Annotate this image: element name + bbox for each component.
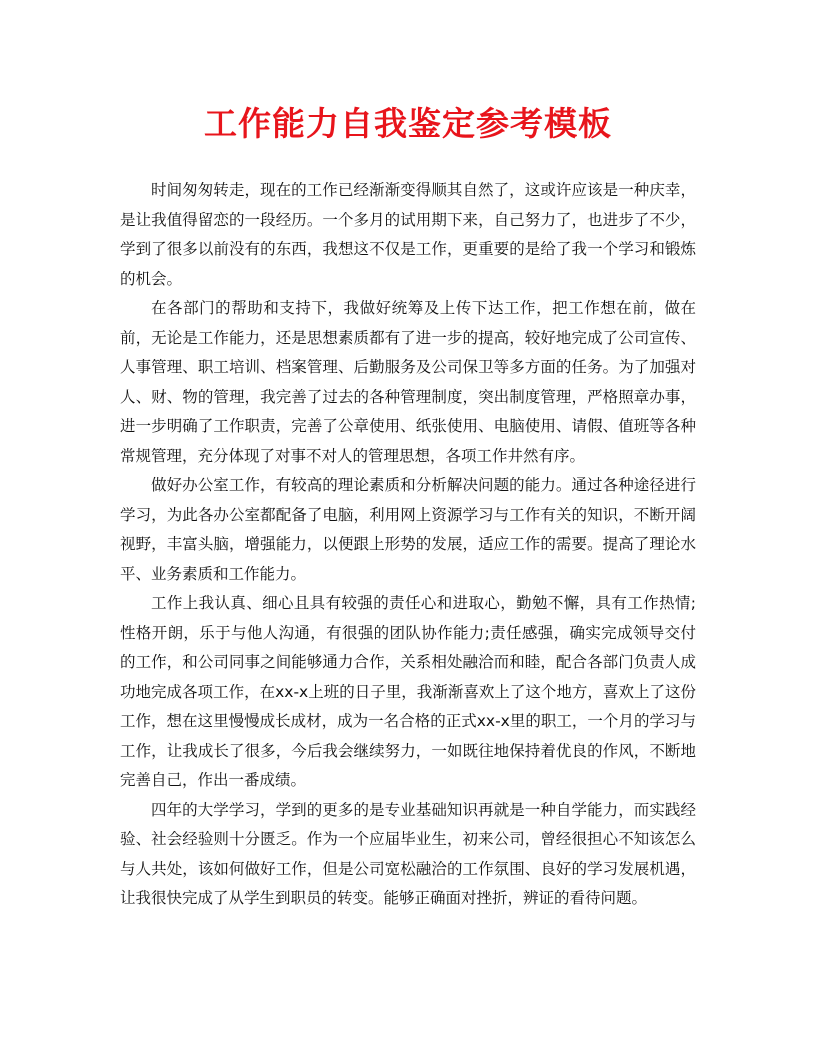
document-title: 工作能力自我鉴定参考模板 [204, 104, 612, 143]
paragraph-5: 四年的大学学习，学到的更多的是专业基础知识再就是一种自学能力，而实践经验、社会经验则十分匮乏。作为一个应届毕业生，初来公司，曾经很担心不知该怎么与人共处，该如何做好工作，但是公司宽松融洽的工作氛围、良好的学习发展机遇，让我很快完成了从学生到职员的转变。能够正确面对挫折，辨证的看待问题。 [120, 800, 696, 907]
paragraph-1: 时间匆匆转走，现在的工作已经渐渐变得顺其自然了，这或许应该是一种庆幸，是让我值得留恋的一段经历。一个多月的试用期下来，自己努力了，也进步了不少，学到了很多以前没有的东西，我想这不仅是工作，更重要的是给了我一个学习和锻炼的机会。 [120, 181, 696, 288]
paragraph-3: 做好办公室工作，有较高的理论素质和分析解决问题的能力。通过各种途径进行学习，为此各办公室都配备了电脑，利用网上资源学习与工作有关的知识，不断开阔视野，丰富头脑，增强能力，以便跟上形势的发展，适应工作的需要。提高了理论水平、业务素质和工作能力。 [120, 476, 696, 583]
document-body [120, 176, 696, 914]
paragraph-4: 工作上我认真、细心且具有较强的责任心和进取心，勤勉不懈，具有工作热情;性格开朗，乐于与他人沟通，有很强的团队协作能力;责任感强，确实完成领导交付的工作，和公司同事之间能够通力合作，关系相处融洽而和睦，配合各部门负责人成功地完成各项工作，在xx-x上班的日子里，我渐渐喜欢上了这个地方，喜欢上了这份工作，想在这里慢慢成长成材，成为一名合格的正式xx-x里的职工，一个月的学习与工作，让我成长了很多，今后我会继续努力，一如既往地保持着优良的作风，不断地完善自己，作出一番成绩。 [120, 594, 696, 789]
paragraph-2: 在各部门的帮助和支持下，我做好统筹及上传下达工作，把工作想在前，做在前，无论是工作能力，还是思想素质都有了进一步的提高，较好地完成了公司宣传、人事管理、职工培训、档案管理、后勤服务及公司保卫等多方面的任务。为了加强对人、财、物的管理，我完善了过去的各种管理制度，突出制度管理，严格照章办事，进一步明确了工作职责，完善了公章使用、纸张使用、电脑使用、请假、值班等各种常规管理，充分体现了对事不对人的管理思想，各项工作井然有序。 [120, 299, 696, 465]
